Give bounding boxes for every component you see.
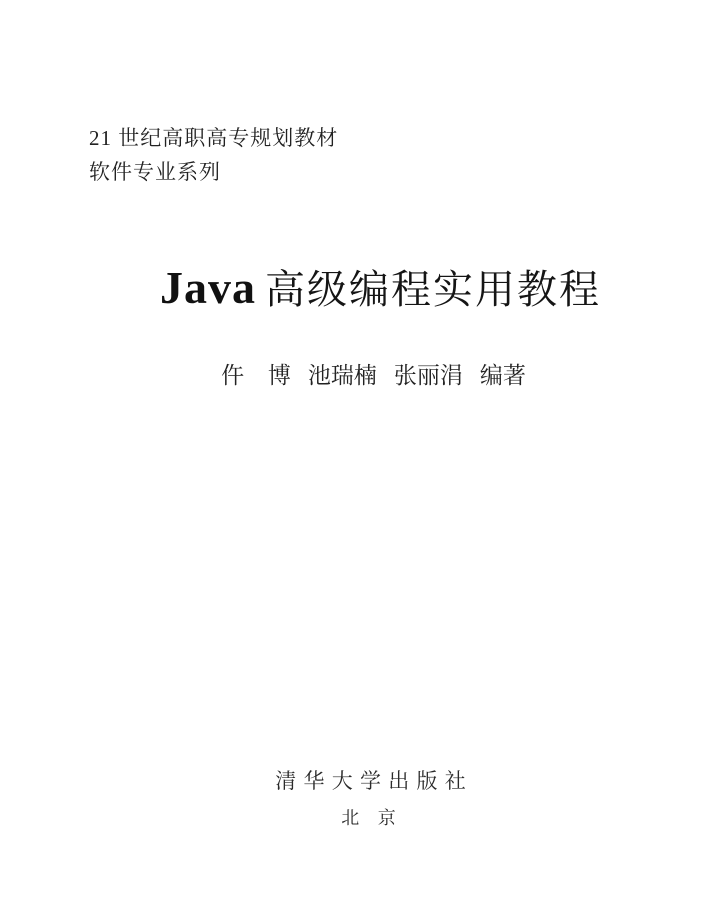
series-block	[89, 121, 338, 189]
book-title-chinese: 高级编程实用教程	[265, 267, 601, 312]
author-name: 池瑞楠	[307, 363, 377, 388]
authors-line	[0, 357, 727, 390]
book-title	[0, 263, 727, 314]
author-name: 仵 博	[221, 363, 291, 388]
author-role: 编著	[479, 363, 526, 388]
publisher-city: 北 京	[341, 808, 396, 828]
series-line-1: 21 世纪高职高专规划教材	[89, 126, 339, 150]
publisher-name: 清 华 大 学 出 版 社	[275, 769, 466, 793]
book-title-latin: Java	[160, 262, 256, 313]
series-line-2: 软件专业系列	[89, 160, 221, 184]
author-name: 张丽涓	[393, 363, 463, 388]
